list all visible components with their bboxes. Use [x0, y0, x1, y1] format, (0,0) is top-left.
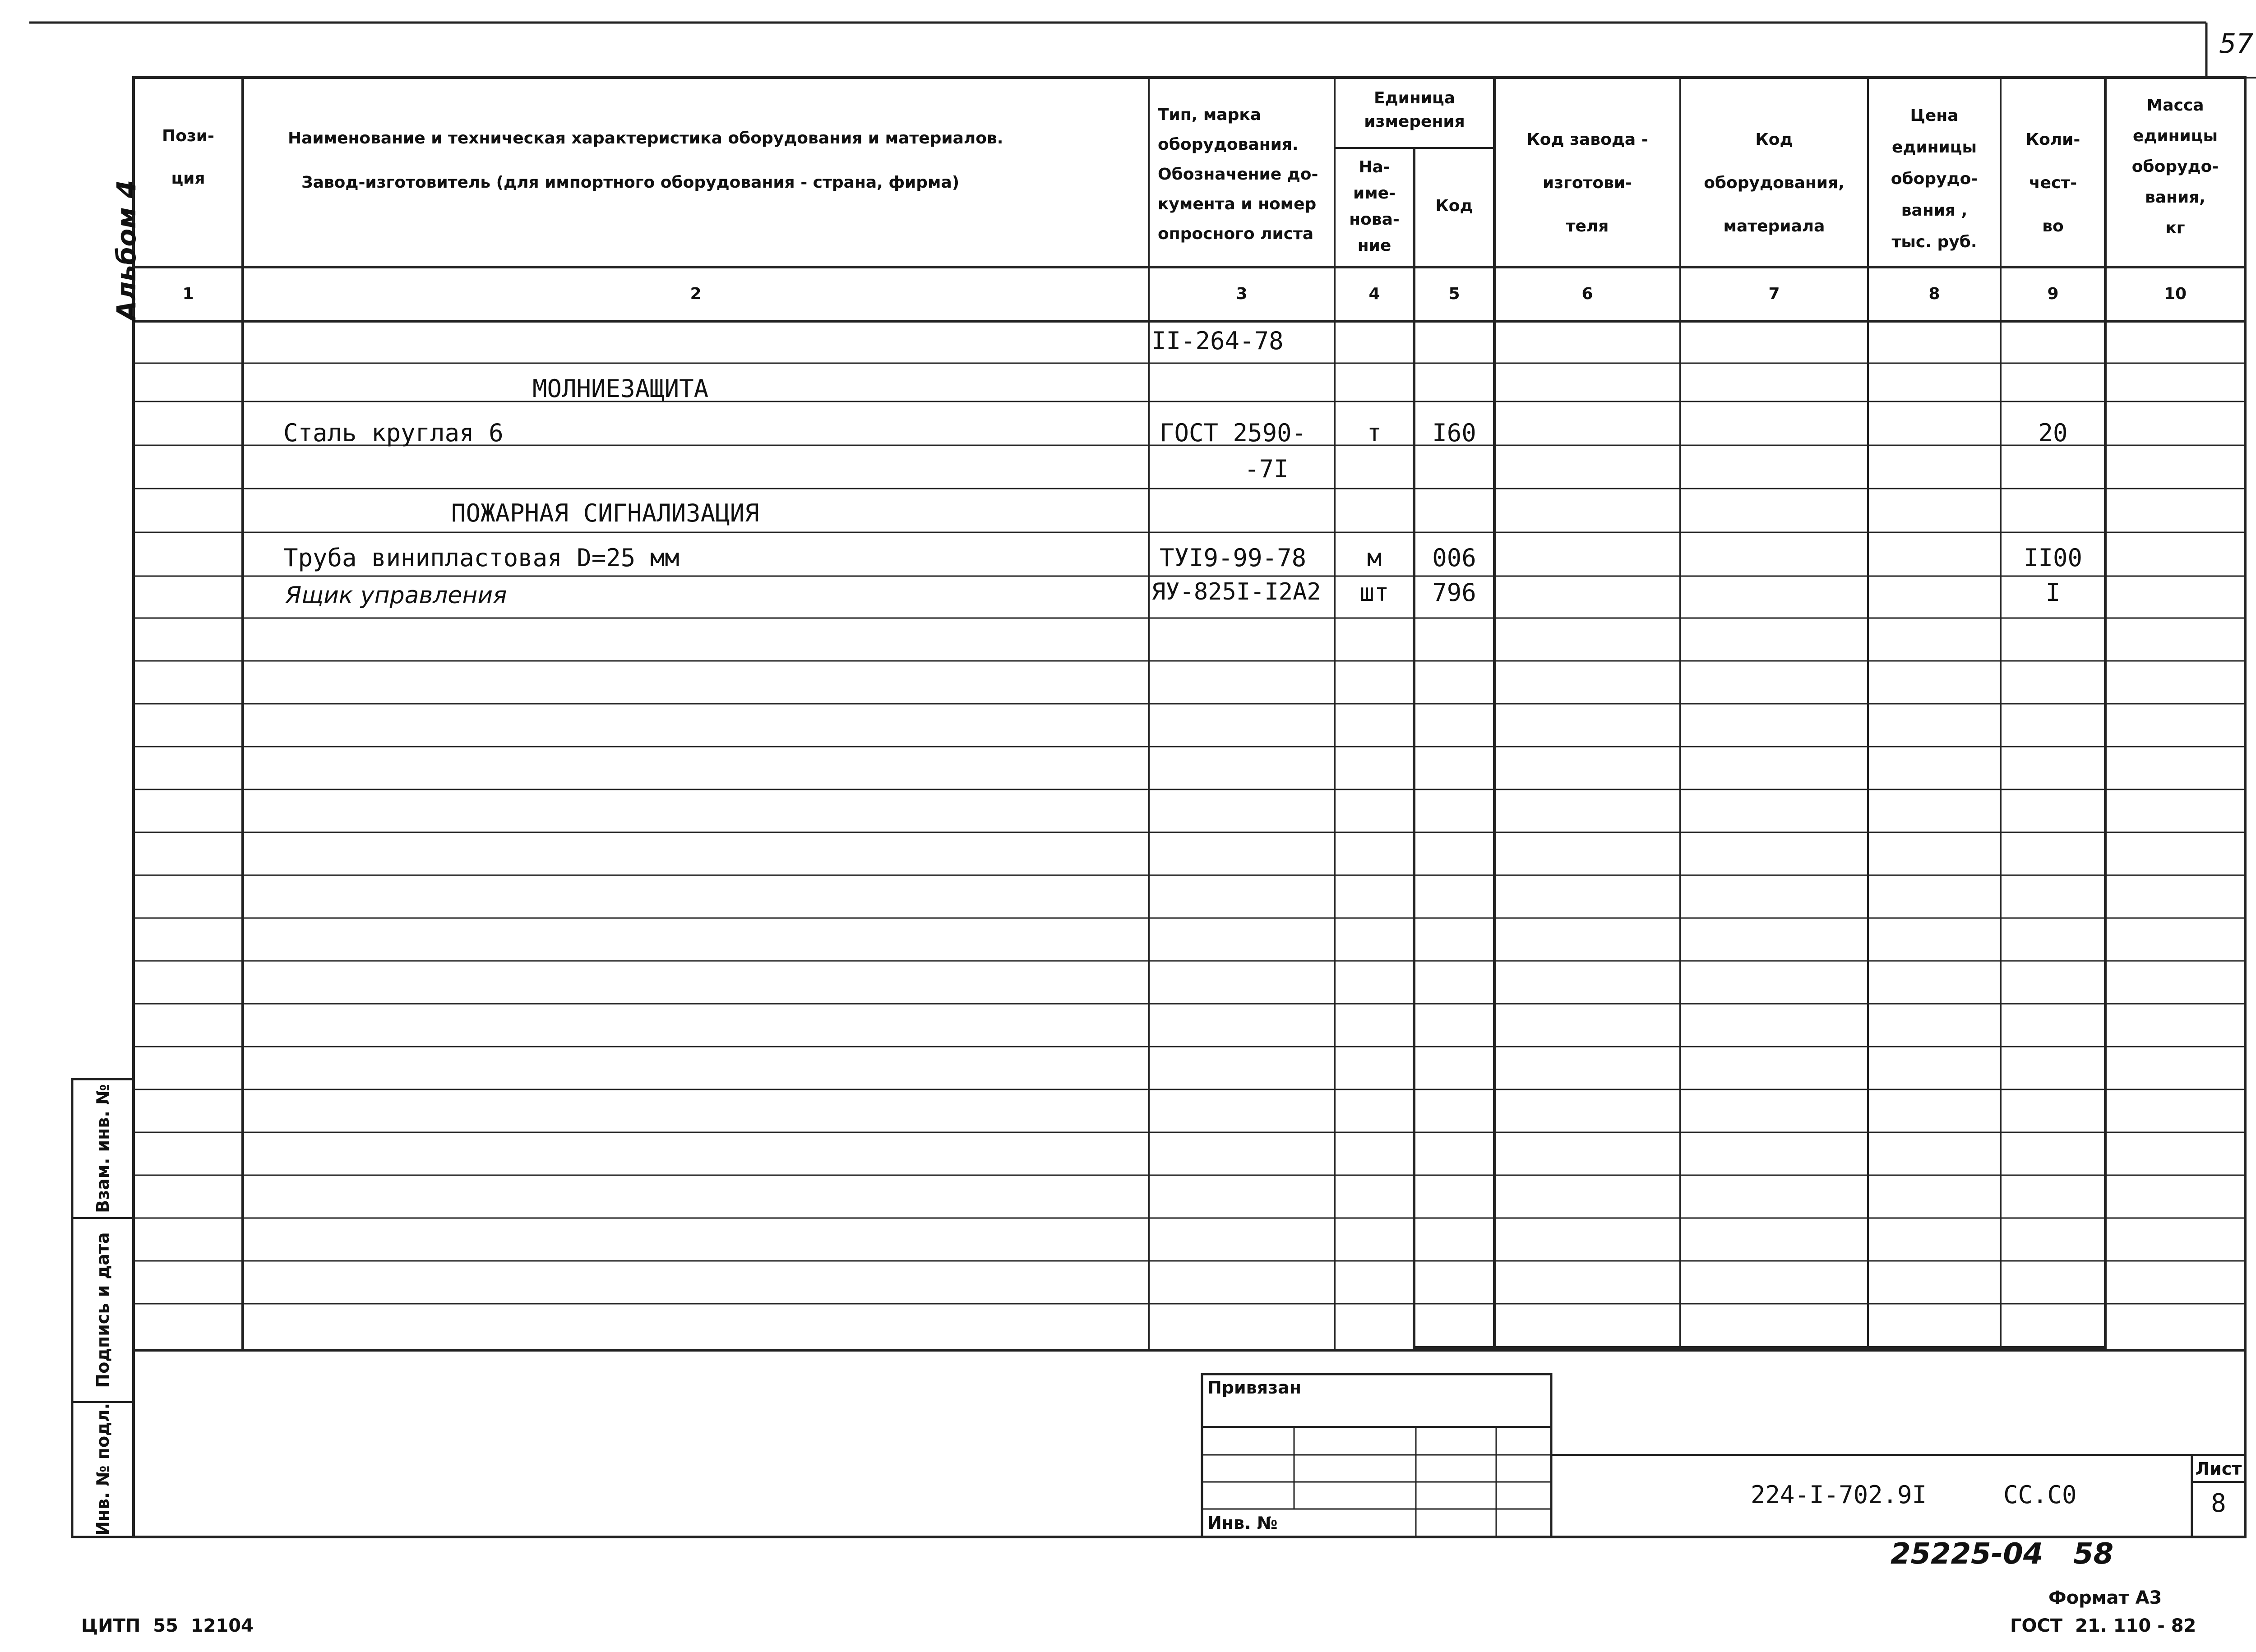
colnum-5: 5 — [1448, 285, 1460, 303]
title-privyazan: Привязан — [1207, 1378, 1302, 1398]
header-col3: Тип, марка оборудования. Обозначение до- кумента и номер опросного листа — [1158, 106, 1318, 243]
handwritten-number: 25225-04 58 — [1891, 1537, 2114, 1571]
colnum-6: 6 — [1581, 285, 1593, 303]
colnum-10: 10 — [2164, 285, 2187, 303]
colnum-4: 4 — [1368, 285, 1380, 303]
row-5-name: Труба винипластовая D=25 мм — [283, 544, 680, 572]
title-sheet-label: Лист — [2195, 1459, 2242, 1479]
row-4-name: ПОЖАРНАЯ СИГНАЛИЗАЦИЯ — [451, 499, 759, 527]
page-number: 57 — [2219, 28, 2254, 60]
row-6-code: 796 — [1432, 578, 1476, 607]
row-2-code: I60 — [1432, 419, 1476, 447]
header-col1: Пози- ция — [162, 127, 214, 188]
row-2-name: Сталь круглая 6 — [283, 419, 504, 447]
header-col8: Цена единицы оборудо- вания , тыс. руб. — [1891, 106, 1978, 251]
row-5-type: ТУI9-99-78 — [1160, 544, 1307, 572]
row-6-qty: I — [2045, 578, 2061, 607]
title-doc-code: 224-I-702.9I — [1751, 1481, 1927, 1509]
footer-left: ЦИТП 55 12104 — [81, 1615, 254, 1636]
album-label: Альбом 4 — [111, 180, 142, 321]
header-col6: Код завода - изготови- теля — [1526, 130, 1648, 235]
row-5-code: 006 — [1432, 544, 1476, 572]
row-3-type: -7I — [1244, 455, 1289, 483]
row-6-unit: шт — [1359, 578, 1389, 607]
row-5-qty: II00 — [2023, 544, 2083, 572]
side-stamp-inv-podl: Инв. № подл. — [93, 1403, 113, 1536]
side-stamp-vzam-inv: Взам. инв. № — [93, 1084, 113, 1213]
header-col10: Масса единицы оборудо- вания, кг — [2131, 96, 2219, 237]
row-6-name: Ящик управления — [285, 582, 507, 609]
header-units-group: Единица измерения — [1364, 89, 1465, 131]
header-col7: Код оборудования, материала — [1704, 130, 1845, 235]
header-col4: На- име- нова- ние — [1349, 158, 1400, 255]
footer-right: ГОСТ 21. 110 - 82 — [2010, 1615, 2196, 1636]
header-col2: Наименование и техническая характеристика оборудования и материалов. Завод-изготовитель (для импортного оборудования - страна, фирма) — [288, 129, 1003, 192]
colnum-1: 1 — [182, 285, 194, 303]
colnum-3: 3 — [1236, 285, 1248, 303]
colnum-8: 8 — [1928, 285, 1940, 303]
row-6-type: ЯУ-825I-I2А2 — [1151, 578, 1321, 605]
title-sheet-number: 8 — [2211, 1489, 2226, 1518]
colnum-7: 7 — [1768, 285, 1780, 303]
format-label: Формат А3 — [2048, 1587, 2162, 1608]
row-5-unit: м — [1367, 544, 1382, 572]
row-1-name: МОЛНИЕЗАЩИТА — [532, 374, 709, 403]
title-mark: СС.С0 — [2003, 1481, 2077, 1509]
title-inv-no: Инв. № — [1207, 1513, 1278, 1533]
row-2-qty: 20 — [2038, 419, 2068, 447]
colnum-2: 2 — [690, 285, 702, 303]
row-2-type: ГОСТ 2590- — [1160, 419, 1307, 447]
colnum-9: 9 — [2047, 285, 2059, 303]
header-col5: Код — [1435, 197, 1473, 215]
row-0-type: II-264-78 — [1151, 327, 1284, 355]
row-2-unit: т — [1367, 419, 1382, 447]
header-col9: Коли- чест- во — [2025, 130, 2080, 235]
side-stamp-signature-date: Подпись и дата — [93, 1232, 113, 1388]
